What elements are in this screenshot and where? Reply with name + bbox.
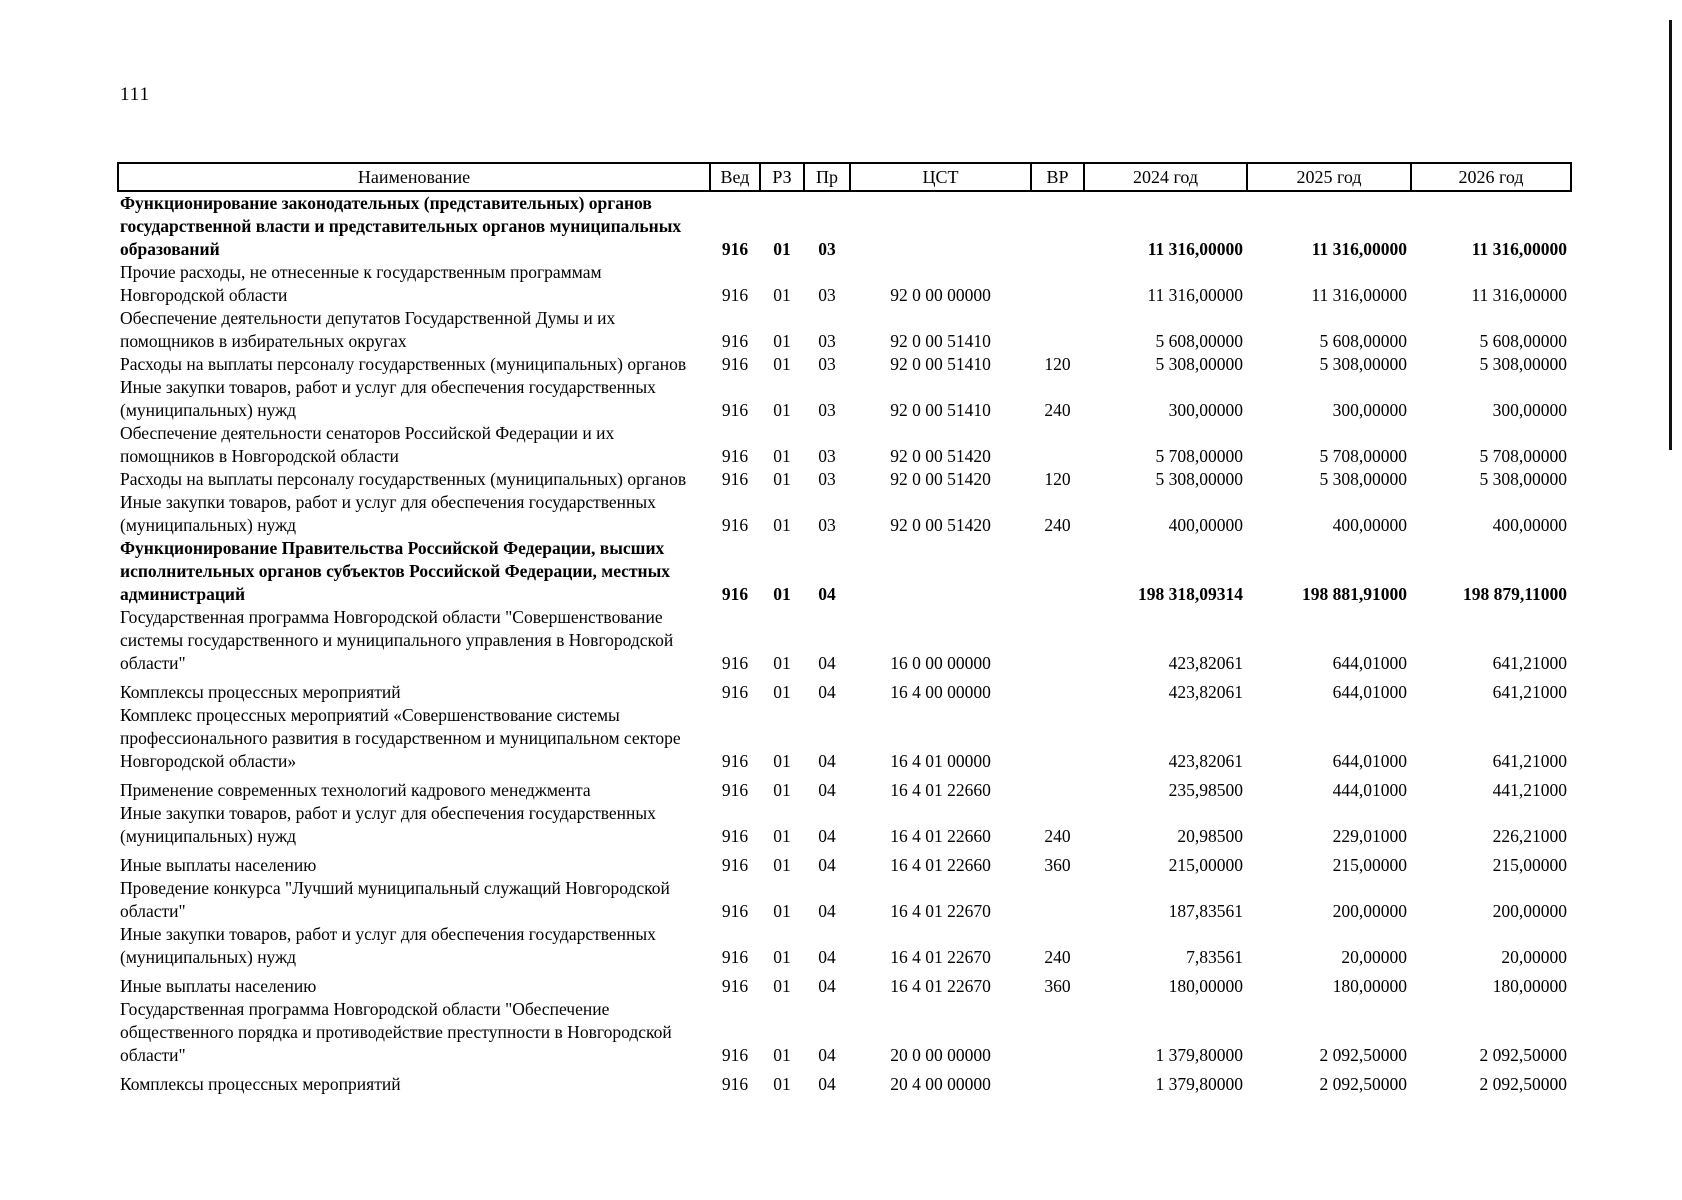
row-amount-2025: 444,01000 <box>1332 780 1407 800</box>
row-amount-2025: 5 608,00000 <box>1319 331 1407 351</box>
row-name: Государственная программа Новгородской области "Обеспечение общественного порядка и противодействие преступности в Новгородской области" <box>120 999 672 1065</box>
header-rz: РЗ <box>760 163 804 191</box>
row-ved: 916 <box>721 584 749 604</box>
table-row <box>118 491 1571 537</box>
row-amount-2026: 11 316,00000 <box>1471 285 1567 305</box>
row-amount-2026: 5 308,00000 <box>1479 354 1567 374</box>
row-vr: 240 <box>1044 400 1071 420</box>
row-amount-2024: 7,83561 <box>1186 947 1243 967</box>
table-row <box>118 191 1571 261</box>
row-amount-2024: 11 316,00000 <box>1147 285 1243 305</box>
row-name: Функционирование законодательных (представительных) органов государственной власти и представительных органов муниципальных образований <box>120 193 682 259</box>
row-amount-2025: 198 881,91000 <box>1302 584 1407 604</box>
header-2024: 2024 год <box>1084 163 1247 191</box>
row-rz: 01 <box>773 239 791 259</box>
row-pr: 04 <box>818 653 836 673</box>
row-name: Иные закупки товаров, работ и услуг для обеспечения государственных (муниципальных) нужд <box>120 803 656 846</box>
row-amount-2024: 400,00000 <box>1168 515 1243 535</box>
row-amount-2025: 2 092,50000 <box>1319 1074 1407 1094</box>
row-amount-2024: 5 608,00000 <box>1155 331 1243 351</box>
table-row <box>118 675 1571 704</box>
table-row <box>118 923 1571 969</box>
row-rz: 01 <box>773 1045 791 1065</box>
row-amount-2024: 300,00000 <box>1168 400 1243 420</box>
row-cst: 16 4 01 22660 <box>890 855 991 875</box>
row-amount-2026: 200,00000 <box>1492 901 1567 921</box>
row-amount-2026: 226,21000 <box>1492 826 1567 846</box>
row-amount-2024: 215,00000 <box>1168 855 1243 875</box>
row-amount-2025: 644,01000 <box>1332 682 1407 702</box>
row-amount-2026: 300,00000 <box>1492 400 1567 420</box>
row-rz: 01 <box>773 947 791 967</box>
row-ved: 916 <box>721 331 749 351</box>
row-pr: 04 <box>818 947 836 967</box>
row-amount-2024: 1 379,80000 <box>1155 1045 1243 1065</box>
row-amount-2024: 423,82061 <box>1168 682 1243 702</box>
row-amount-2025: 5 308,00000 <box>1319 469 1407 489</box>
header-name: Наименование <box>118 163 710 191</box>
table-row <box>118 376 1571 422</box>
table-row <box>118 969 1571 998</box>
row-amount-2024: 235,98500 <box>1168 780 1243 800</box>
row-pr: 04 <box>818 826 836 846</box>
row-pr: 03 <box>818 515 836 535</box>
row-amount-2026: 400,00000 <box>1492 515 1567 535</box>
row-amount-2025: 215,00000 <box>1332 855 1407 875</box>
row-rz: 01 <box>773 400 791 420</box>
row-cst: 92 0 00 51410 <box>890 331 991 351</box>
row-name: Применение современных технологий кадрового менеджмента <box>120 780 591 800</box>
row-amount-2025: 229,01000 <box>1332 826 1407 846</box>
row-ved: 916 <box>721 239 749 259</box>
table-row <box>118 422 1571 468</box>
row-name: Обеспечение деятельности сенаторов Российской Федерации и их помощников в Новгородской области <box>120 423 615 466</box>
row-ved: 916 <box>721 751 749 771</box>
row-amount-2024: 423,82061 <box>1168 751 1243 771</box>
table-row <box>118 537 1571 606</box>
table-row <box>118 1067 1571 1096</box>
row-cst: 92 0 00 51420 <box>890 446 991 466</box>
table-row <box>118 261 1571 307</box>
row-name: Иные закупки товаров, работ и услуг для обеспечения государственных (муниципальных) нужд <box>120 377 656 420</box>
header-2026: 2026 год <box>1411 163 1571 191</box>
row-name: Прочие расходы, не отнесенные к государственным программам Новгородской области <box>120 262 602 305</box>
row-vr <box>1031 704 1084 773</box>
row-amount-2025: 300,00000 <box>1332 400 1407 420</box>
row-vr <box>1031 773 1084 802</box>
row-rz: 01 <box>773 780 791 800</box>
row-rz: 01 <box>773 751 791 771</box>
row-vr <box>1031 606 1084 675</box>
header-2025: 2025 год <box>1247 163 1411 191</box>
table-row <box>118 606 1571 675</box>
row-rz: 01 <box>773 653 791 673</box>
row-amount-2024: 20,98500 <box>1177 826 1243 846</box>
row-ved: 916 <box>721 400 749 420</box>
row-amount-2026: 5 308,00000 <box>1479 469 1567 489</box>
row-pr: 04 <box>818 1074 836 1094</box>
row-amount-2025: 644,01000 <box>1332 751 1407 771</box>
row-ved: 916 <box>721 285 749 305</box>
row-pr: 03 <box>818 446 836 466</box>
row-rz: 01 <box>773 976 791 996</box>
row-ved: 916 <box>721 1045 749 1065</box>
row-amount-2026: 641,21000 <box>1492 653 1567 673</box>
row-rz: 01 <box>773 515 791 535</box>
row-vr <box>1031 877 1084 923</box>
table-row <box>118 802 1571 848</box>
table-row <box>118 353 1571 376</box>
scan-edge-line <box>1669 20 1672 450</box>
row-cst: 92 0 00 51410 <box>890 400 991 420</box>
row-name: Функционирование Правительства Российской Федерации, высших исполнительных органов субъектов Российской Федерации, местных администраций <box>120 538 671 604</box>
row-ved: 916 <box>721 901 749 921</box>
row-amount-2026: 198 879,11000 <box>1462 584 1567 604</box>
row-amount-2026: 641,21000 <box>1492 751 1567 771</box>
row-ved: 916 <box>721 653 749 673</box>
row-amount-2025: 200,00000 <box>1332 901 1407 921</box>
row-rz: 01 <box>773 1074 791 1094</box>
row-pr: 03 <box>818 331 836 351</box>
row-amount-2026: 20,00000 <box>1501 947 1567 967</box>
row-vr: 240 <box>1044 826 1071 846</box>
header-ved: Вед <box>710 163 760 191</box>
row-rz: 01 <box>773 682 791 702</box>
row-vr: 120 <box>1044 469 1071 489</box>
row-cst: 20 4 00 00000 <box>890 1074 991 1094</box>
row-name: Иные закупки товаров, работ и услуг для обеспечения государственных (муниципальных) нужд <box>120 924 656 967</box>
row-amount-2025: 20,00000 <box>1341 947 1407 967</box>
row-vr <box>1031 1067 1084 1096</box>
row-cst: 92 0 00 51420 <box>890 469 991 489</box>
row-cst: 16 4 01 22660 <box>890 780 991 800</box>
row-amount-2026: 215,00000 <box>1492 855 1567 875</box>
row-cst: 92 0 00 51420 <box>890 515 991 535</box>
header-cst: ЦСТ <box>850 163 1031 191</box>
row-pr: 04 <box>818 584 836 604</box>
row-amount-2026: 441,21000 <box>1492 780 1567 800</box>
row-ved: 916 <box>721 446 749 466</box>
row-cst: 20 0 00 00000 <box>890 1045 991 1065</box>
row-cst: 16 4 01 22660 <box>890 826 991 846</box>
row-ved: 916 <box>721 1074 749 1094</box>
row-amount-2025: 400,00000 <box>1332 515 1407 535</box>
row-amount-2024: 423,82061 <box>1168 653 1243 673</box>
row-amount-2024: 5 708,00000 <box>1155 446 1243 466</box>
row-ved: 916 <box>721 976 749 996</box>
table-row <box>118 307 1571 353</box>
budget-table <box>117 162 1572 1096</box>
row-cst: 16 4 01 22670 <box>890 947 991 967</box>
row-amount-2026: 2 092,50000 <box>1479 1074 1567 1094</box>
row-ved: 916 <box>721 780 749 800</box>
row-pr: 04 <box>818 901 836 921</box>
row-pr: 04 <box>818 682 836 702</box>
row-amount-2024: 1 379,80000 <box>1155 1074 1243 1094</box>
table-row <box>118 877 1571 923</box>
row-rz: 01 <box>773 285 791 305</box>
row-rz: 01 <box>773 446 791 466</box>
row-cst: 92 0 00 51410 <box>890 354 991 374</box>
row-pr: 03 <box>818 354 836 374</box>
row-amount-2026: 641,21000 <box>1492 682 1567 702</box>
row-name: Комплексы процессных мероприятий <box>120 682 401 702</box>
row-rz: 01 <box>773 469 791 489</box>
row-amount-2025: 11 316,00000 <box>1311 285 1407 305</box>
row-rz: 01 <box>773 826 791 846</box>
row-ved: 916 <box>721 515 749 535</box>
row-pr: 03 <box>818 400 836 420</box>
table-row <box>118 704 1571 773</box>
row-pr: 03 <box>818 285 836 305</box>
row-vr: 360 <box>1044 855 1071 875</box>
row-name: Иные закупки товаров, работ и услуг для обеспечения государственных (муниципальных) нужд <box>120 492 656 535</box>
row-amount-2026: 11 316,00000 <box>1471 239 1567 259</box>
table-body <box>118 191 1571 1096</box>
header-vr: ВР <box>1031 163 1084 191</box>
row-pr: 03 <box>818 239 836 259</box>
row-pr: 04 <box>818 780 836 800</box>
row-amount-2025: 11 316,00000 <box>1311 239 1407 259</box>
row-amount-2026: 5 608,00000 <box>1479 331 1567 351</box>
row-vr <box>1031 307 1084 353</box>
row-rz: 01 <box>773 901 791 921</box>
row-amount-2025: 2 092,50000 <box>1319 1045 1407 1065</box>
row-vr: 240 <box>1044 515 1071 535</box>
table-row <box>118 468 1571 491</box>
row-name: Государственная программа Новгородской области "Совершенствование системы государственного и муниципального управления в Новгородской области" <box>120 607 674 673</box>
row-name: Иные выплаты населению <box>120 976 317 996</box>
row-amount-2026: 5 708,00000 <box>1479 446 1567 466</box>
row-vr <box>1031 422 1084 468</box>
row-cst: 16 4 01 22670 <box>890 901 991 921</box>
row-rz: 01 <box>773 855 791 875</box>
row-pr: 04 <box>818 751 836 771</box>
row-ved: 916 <box>721 826 749 846</box>
table-header-row <box>118 163 1571 191</box>
row-ved: 916 <box>721 947 749 967</box>
row-vr: 120 <box>1044 354 1071 374</box>
row-amount-2026: 2 092,50000 <box>1479 1045 1567 1065</box>
row-amount-2025: 180,00000 <box>1332 976 1407 996</box>
row-amount-2025: 5 308,00000 <box>1319 354 1407 374</box>
row-pr: 04 <box>818 976 836 996</box>
row-ved: 916 <box>721 469 749 489</box>
row-name: Комплексы процессных мероприятий <box>120 1074 401 1094</box>
row-cst: 16 0 00 00000 <box>890 653 991 673</box>
row-pr: 03 <box>818 469 836 489</box>
row-vr <box>1031 675 1084 704</box>
row-name: Обеспечение деятельности депутатов Государственной Думы и их помощников в избирательных округах <box>120 308 616 351</box>
row-cst: 16 4 01 00000 <box>890 751 991 771</box>
row-vr <box>1031 537 1084 606</box>
row-name: Комплекс процессных мероприятий «Совершенствование системы профессионального развития в государственном и муниципальном секторе Новгородской области» <box>120 705 681 771</box>
row-rz: 01 <box>773 354 791 374</box>
row-name: Проведение конкурса "Лучший муниципальный служащий Новгородской области" <box>120 878 670 921</box>
row-vr <box>1031 261 1084 307</box>
row-cst: 16 4 01 22670 <box>890 976 991 996</box>
row-rz: 01 <box>773 584 791 604</box>
row-name: Расходы на выплаты персоналу государственных (муниципальных) органов <box>120 354 687 374</box>
row-amount-2024: 187,83561 <box>1168 901 1243 921</box>
table-row <box>118 773 1571 802</box>
row-ved: 916 <box>721 855 749 875</box>
row-vr: 360 <box>1044 976 1071 996</box>
row-vr <box>1031 191 1084 261</box>
row-amount-2024: 5 308,00000 <box>1155 469 1243 489</box>
row-cst: 92 0 00 00000 <box>890 285 991 305</box>
row-ved: 916 <box>721 354 749 374</box>
row-name: Расходы на выплаты персоналу государственных (муниципальных) органов <box>120 469 687 489</box>
row-pr: 04 <box>818 855 836 875</box>
row-pr: 04 <box>818 1045 836 1065</box>
row-vr <box>1031 998 1084 1067</box>
row-amount-2025: 644,01000 <box>1332 653 1407 673</box>
row-amount-2024: 11 316,00000 <box>1147 239 1243 259</box>
row-amount-2026: 180,00000 <box>1492 976 1567 996</box>
row-cst: 16 4 00 00000 <box>890 682 991 702</box>
table-row <box>118 998 1571 1067</box>
row-amount-2025: 5 708,00000 <box>1319 446 1407 466</box>
row-amount-2024: 180,00000 <box>1168 976 1243 996</box>
row-amount-2024: 198 318,09314 <box>1138 584 1243 604</box>
page-number: 111 <box>120 84 151 105</box>
row-rz: 01 <box>773 331 791 351</box>
header-pr: Пр <box>804 163 850 191</box>
row-vr: 240 <box>1044 947 1071 967</box>
row-amount-2024: 5 308,00000 <box>1155 354 1243 374</box>
row-cst <box>850 537 1031 606</box>
table-row <box>118 848 1571 877</box>
row-ved: 916 <box>721 682 749 702</box>
row-cst <box>850 191 1031 261</box>
row-name: Иные выплаты населению <box>120 855 317 875</box>
